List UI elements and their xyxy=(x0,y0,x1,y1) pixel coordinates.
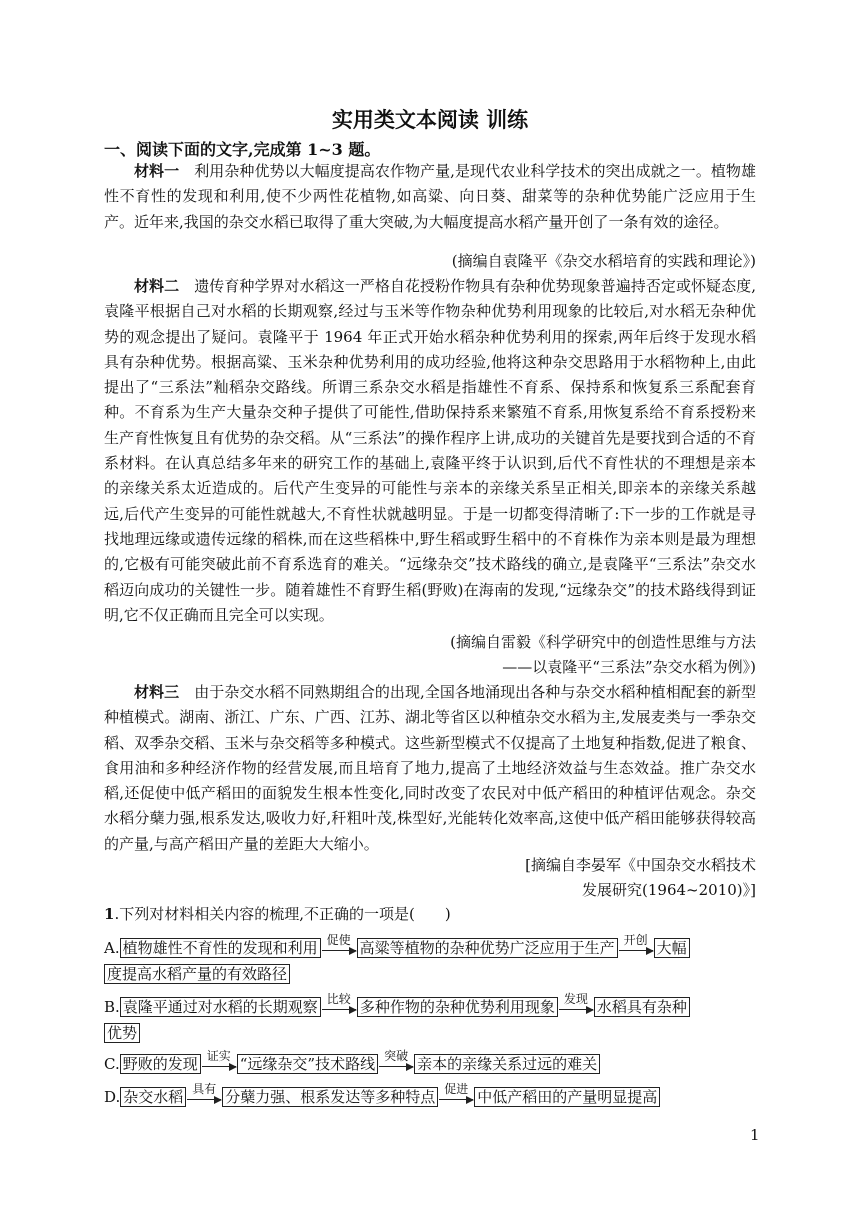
section-heading: 一、阅读下面的文字,完成第 1~3 题。 xyxy=(104,140,381,159)
option-b-arrow-1 xyxy=(322,992,356,1015)
material-two-label: 材料二 xyxy=(134,277,180,295)
arrow-head-icon xyxy=(349,1006,357,1014)
option-a-arrow-1 xyxy=(322,933,356,956)
option-d-box-2: 分蘖力强、根系发达等多种特点 xyxy=(222,1087,438,1107)
option-b-arrow-2 xyxy=(559,992,593,1015)
option-a-box-1: 植物雄性不育性的发现和利用 xyxy=(120,938,321,958)
material-three-label: 材料三 xyxy=(134,683,180,701)
option-d-letter: D. xyxy=(104,1088,121,1106)
arrow-head-icon xyxy=(229,1063,237,1071)
option-a-arrow-2-label: 开创 xyxy=(623,933,648,947)
arrow-head-icon xyxy=(406,1063,414,1071)
option-a-arrow-2 xyxy=(619,933,653,956)
option-b-continued xyxy=(104,1020,764,1046)
question-one-number: 1 xyxy=(104,905,115,923)
material-two-paragraph xyxy=(104,274,756,628)
option-d-arrow-2 xyxy=(439,1082,473,1105)
material-one-source: (摘编自袁隆平《杂交水稻培育的实践和理论》) xyxy=(451,252,756,270)
option-a-box-3-start: 大幅 xyxy=(654,938,690,958)
option-b[interactable] xyxy=(104,994,764,1020)
option-c-box-3: 亲本的亲缘关系过远的难关 xyxy=(414,1054,600,1074)
arrow-head-icon xyxy=(214,1096,222,1104)
option-c[interactable] xyxy=(104,1051,764,1077)
option-a-continued xyxy=(104,961,764,987)
material-three-source-line1: [摘编自李晏军《中国杂交水稻技术 xyxy=(525,856,756,874)
material-one-text: 利用杂种优势以大幅度提高农作物产量,是现代农业科学技术的突出成就之一。植物雄性不育性的发现和利用,使不少两性花植物,如高粱、向日葵、甜菜等的杂种优势能广泛应用于生产。近年来,我国的杂交水稻已取得了重大突破,为大幅度提高水稻产量开创了一条有效的途径。 xyxy=(104,162,756,231)
material-two-source-line2: ——以袁隆平“三系法”杂交水稻为例》) xyxy=(502,658,756,676)
arrow-head-icon xyxy=(646,947,654,955)
question-one-stem: .下列对材料相关内容的梳理,不正确的一项是( ) xyxy=(114,905,451,923)
option-d-arrow-1 xyxy=(187,1082,221,1105)
option-d-arrow-1-label: 具有 xyxy=(192,1082,217,1096)
arrow-head-icon xyxy=(349,947,357,955)
arrow-head-icon xyxy=(466,1096,474,1104)
option-c-arrow-2 xyxy=(379,1049,413,1072)
option-d[interactable] xyxy=(104,1084,764,1110)
question-one xyxy=(104,903,451,924)
option-b-letter: B. xyxy=(104,998,120,1016)
option-c-arrow-2-label: 突破 xyxy=(384,1049,409,1063)
option-c-box-1: 野败的发现 xyxy=(120,1054,201,1074)
material-two-source-line1: (摘编自雷毅《科学研究中的创造性思维与方法 xyxy=(450,633,756,651)
material-three-text: 由于杂交水稻不同熟期组合的出现,全国各地涌现出各种与杂交水稻种植相配套的新型种植模式。湖南、浙江、广东、广西、江苏、湖北等省区以种植杂交水稻为主,发展麦类与一季杂交稻、双季杂交稻、玉米与杂交稻等多种模式。这些新型模式不仅提高了土地复种指数,促进了粮食、食用油和多种经济作物的经营发展,而且培育了地力,提高了土地经济效益与生态效益。推广杂交水稻,还促使中低产稻田的面貌发生根本性变化,同时改变了农民对中低产稻田的种植评估观念。杂交水稻分蘖力强,根系发达,吸收力好,秆粗叶茂,株型好,光能转化效率高,这使中低产稻田能够获得较高的产量,与高产稻田产量的差距大大缩小。 xyxy=(104,683,756,853)
option-a-letter: A. xyxy=(104,939,120,957)
material-one-label: 材料一 xyxy=(134,162,180,180)
option-b-arrow-2-label: 发现 xyxy=(563,992,588,1006)
option-b-box-3-end: 优势 xyxy=(104,1023,140,1043)
option-b-box-2: 多种作物的杂种优势利用现象 xyxy=(357,997,558,1017)
option-d-box-1: 杂交水稻 xyxy=(120,1087,186,1107)
option-a[interactable] xyxy=(104,935,764,961)
material-three-source-line2: 发展研究(1964~2010)》] xyxy=(582,881,756,899)
page-title: 实用类文本阅读 训练 xyxy=(331,108,529,132)
option-d-arrow-2-label: 促进 xyxy=(444,1082,469,1096)
option-c-arrow-1-label: 证实 xyxy=(206,1049,231,1063)
material-three-paragraph xyxy=(104,680,756,857)
option-a-box-3-end: 度提高水稻产量的有效路径 xyxy=(104,964,290,984)
option-b-box-3-start: 水稻具有杂种 xyxy=(594,997,690,1017)
option-a-box-2: 高粱等植物的杂种优势广泛应用于生产 xyxy=(357,938,618,958)
option-d-box-3: 中低产稻田的产量明显提高 xyxy=(474,1087,660,1107)
arrow-head-icon xyxy=(586,1006,594,1014)
option-c-letter: C. xyxy=(104,1055,120,1073)
material-one-paragraph xyxy=(104,159,756,235)
option-b-arrow-1-label: 比较 xyxy=(326,992,351,1006)
material-two-text: 遗传育种学界对水稻这一严格自花授粉作物具有杂种优势现象普遍持否定或怀疑态度,袁隆平根据自己对水稻的长期观察,经过与玉米等作物杂种优势利用现象的比较后,对水稻无杂种优势的观念提出了疑问。袁隆平于 1964 年正式开始水稻杂种优势利用的探索,两年后终于发现水稻具有杂种优势。根据高粱、玉米杂种优势利用的成功经验,他将这种杂交思路用于水稻物种上,由此提出了“三系法”籼稻杂交路线。所谓三系杂交水稻是指雄性不育系、保持系和恢复系三系配套育种。不育系为生产大量杂交种子提供了可能性,借助保持系来繁殖不育系,用恢复系给不育系授粉来生产育性恢复且有优势的杂交稻。从“三系法”的操作程序上讲,成功的关键首先是要找到合适的不育系材料。在认真总结多年来的研究工作的基础上,袁隆平终于认识到,后代不育性状的不理想是亲本的亲缘关系太近造成的。后代产生变异的可能性与亲本的亲缘关系呈正相关,即亲本的亲缘关系越远,后代产生变异的可能性就越大,不育性状就越明显。于是一切都变得清晰了:下一步的工作就是寻找地理远缘或遗传远缘的稻株,而在这些稻株中,野生稻或野生稻中的不育株作为亲本则是最为理想的,它极有可能突破此前不育系选育的难关。“远缘杂交”技术路线的确立,是袁隆平“三系法”杂交水稻迈向成功的关键性一步。随着雄性不育野生稻(野败)在海南的发现,“远缘杂交”的技术路线得到证明,它不仅正确而且完全可以实现。 xyxy=(104,277,756,624)
option-a-arrow-1-label: 促使 xyxy=(326,933,351,947)
option-c-arrow-1 xyxy=(202,1049,236,1072)
option-c-box-2: “远缘杂交”技术路线 xyxy=(237,1054,378,1074)
option-b-box-1: 袁隆平通过对水稻的长期观察 xyxy=(120,997,321,1017)
page-number: 1 xyxy=(750,1126,760,1144)
